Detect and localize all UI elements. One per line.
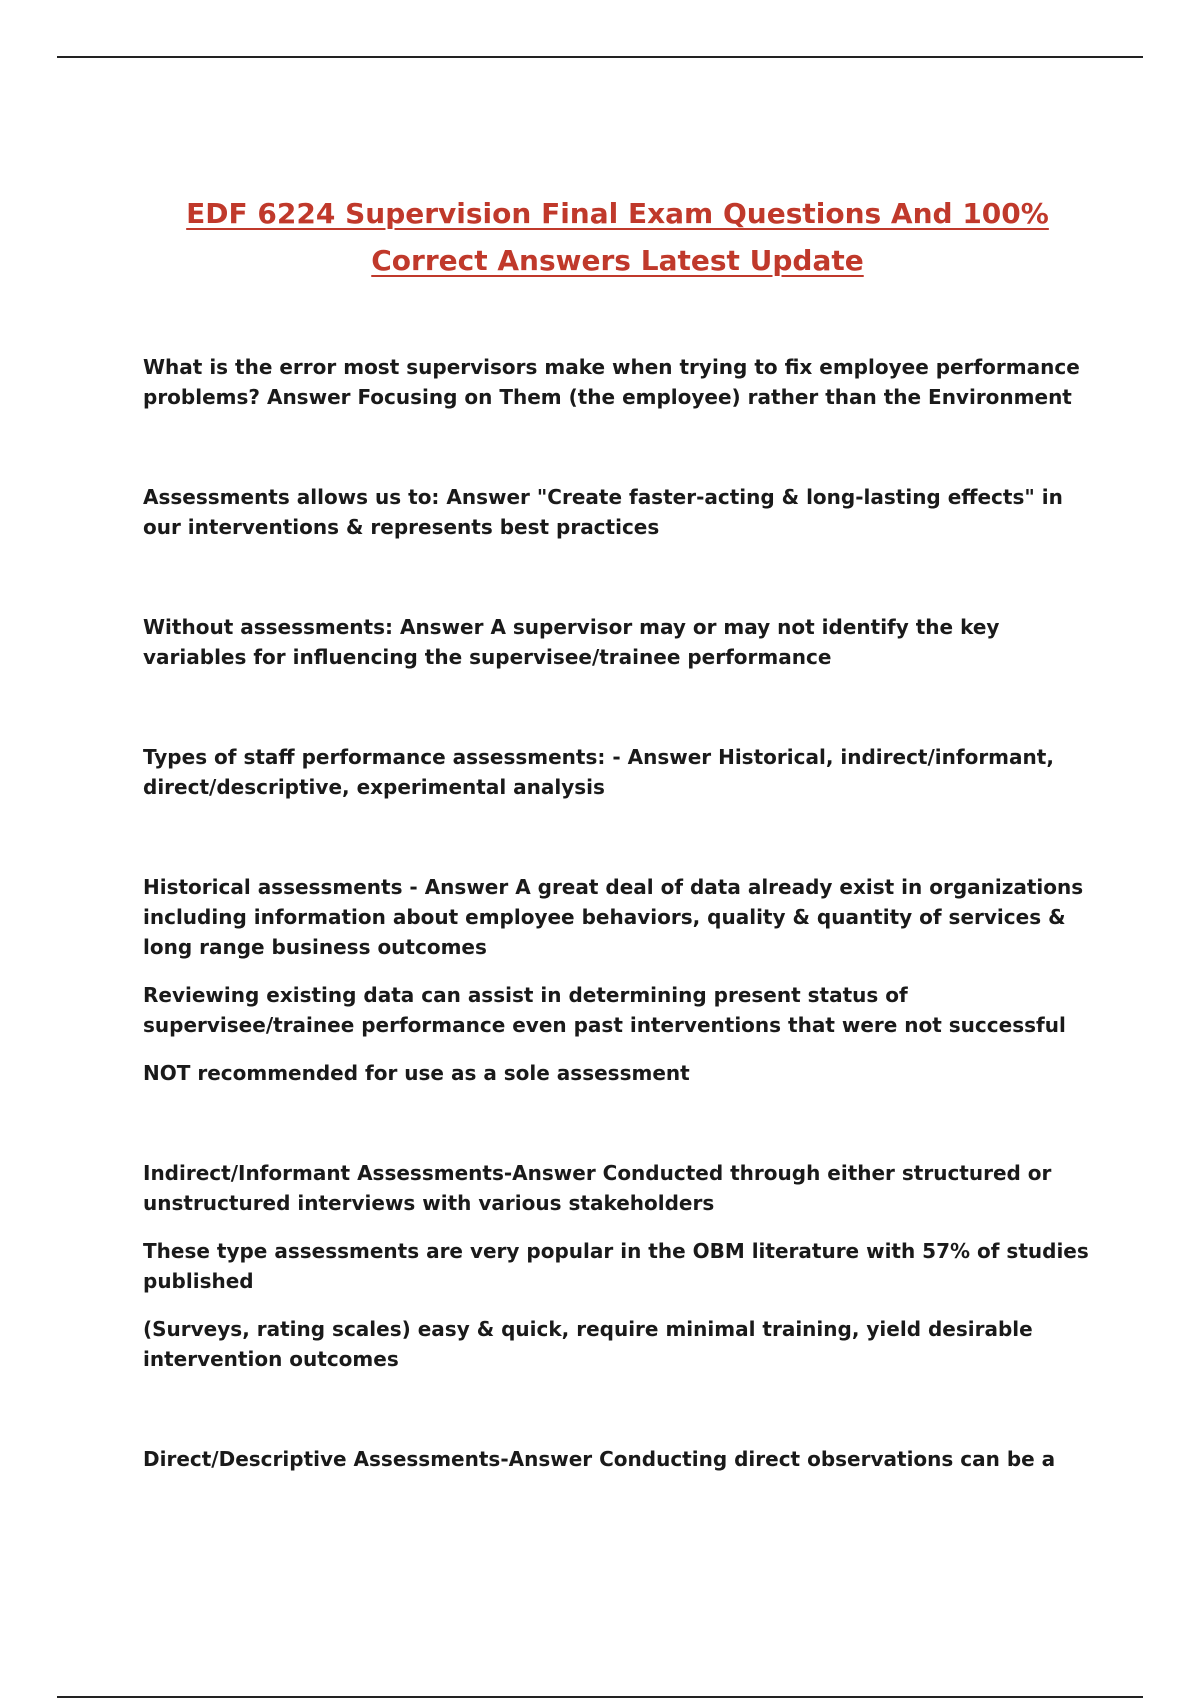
qa-block-error [143,352,1098,412]
qa-paragraph: Historical assessments - Answer A great deal of data already exist in organizations including information about employee behaviors, quality & quantity of services & long range business outcomes [143,875,1084,959]
qa-block-direct [143,1444,1098,1474]
qa-block-types [143,742,1098,802]
qa-content [143,352,1098,1544]
qa-paragraph: Types of staff performance assessments: - Answer Historical, indirect/informant, direct/descriptive, experimental analysis [143,745,1054,799]
qa-paragraph: (Surveys, rating scales) easy & quick, require minimal training, yield desirable intervention outcomes [143,1317,1033,1371]
qa-block-without-assessments [143,612,1098,672]
qa-block-historical [143,872,1098,1088]
qa-block-assessments-allow [143,482,1098,542]
qa-paragraph: These type assessments are very popular in the OBM literature with 57% of studies published [143,1239,1089,1293]
qa-paragraph: Without assessments: Answer A supervisor may or may not identify the key variables for influencing the supervisee/trainee performance [143,615,1000,669]
qa-paragraph: NOT recommended for use as a sole assessment [143,1061,690,1085]
qa-block-indirect [143,1158,1098,1374]
title-line-2: Correct Answers Latest Update [371,244,864,277]
qa-paragraph: Direct/Descriptive Assessments-Answer Conducting direct observations can be a [143,1447,1056,1471]
qa-paragraph: Reviewing existing data can assist in determining present status of supervisee/trainee performance even past interventions that were not successful [143,983,1066,1037]
bottom-rule [57,1696,1143,1698]
qa-paragraph: What is the error most supervisors make when trying to fix employee performance problems? Answer Focusing on Them (the employee) rather than the Environment [143,355,1080,409]
title-line-1: EDF 6224 Supervision Final Exam Questions And 100% [186,197,1049,230]
top-rule [57,56,1143,58]
qa-paragraph: Assessments allows us to: Answer "Create faster-acting & long-lasting effects" in our interventions & represents best practices [143,485,1063,539]
page-title [100,190,1135,284]
qa-paragraph: Indirect/Informant Assessments-Answer Conducted through either structured or unstructured interviews with various stakeholders [143,1161,1052,1215]
